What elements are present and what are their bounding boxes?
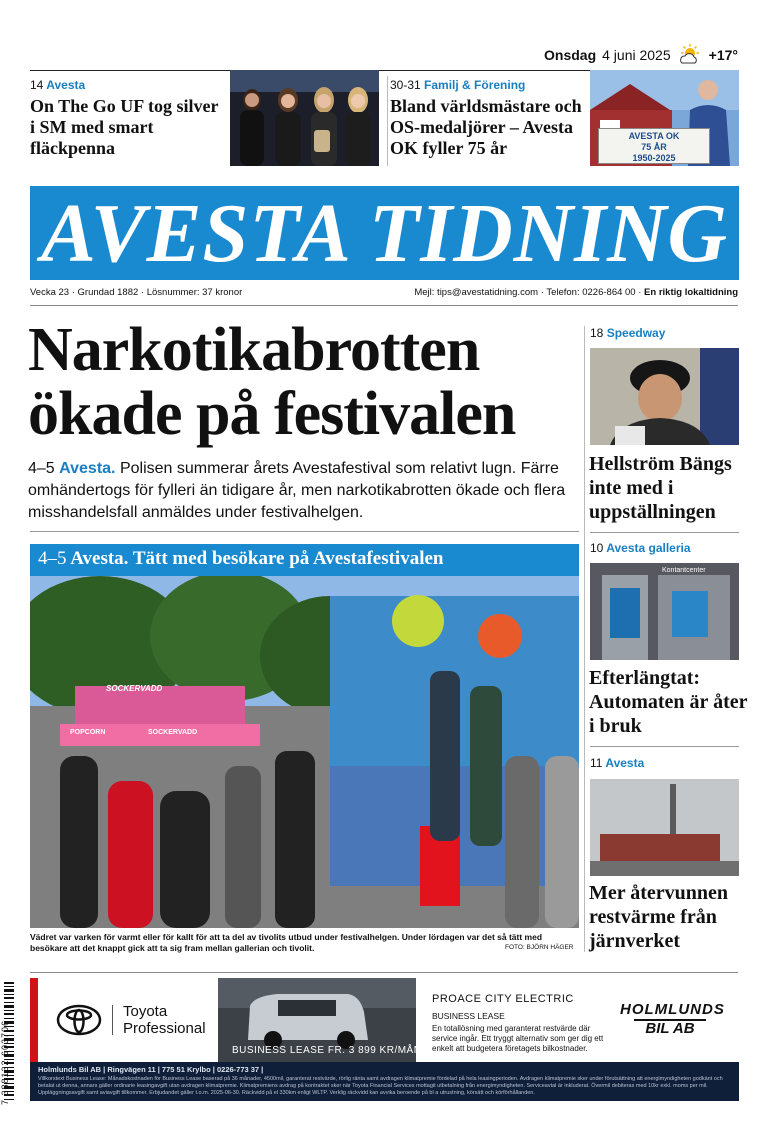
main-headline[interactable]: Narkotikabrotten ökade på festivalen bbox=[28, 316, 516, 448]
masthead bbox=[30, 186, 739, 280]
sidebar-title-avesta[interactable]: Mer återvunnen restvärme från järnverket bbox=[589, 882, 729, 952]
teaser-label bbox=[30, 78, 220, 92]
masthead-rule bbox=[30, 305, 738, 306]
sidebar-page: 10 bbox=[590, 541, 604, 555]
teaser-avesta-ok[interactable] bbox=[390, 78, 590, 159]
weekday: Onsdag bbox=[544, 47, 597, 63]
teaser-uf[interactable] bbox=[30, 78, 220, 159]
teaser-page: 30-31 bbox=[390, 78, 421, 92]
masthead-title: AVESTA TIDNING bbox=[41, 186, 728, 280]
festival-photo bbox=[30, 576, 579, 928]
ad-sub: BUSINESS LEASE bbox=[432, 1011, 505, 1021]
sidebar-rule bbox=[590, 532, 739, 533]
lead-page: 4–5 bbox=[28, 460, 55, 477]
lead-place: Avesta. bbox=[59, 460, 116, 477]
sidebar-label-avesta bbox=[590, 756, 644, 770]
temperature: +17° bbox=[708, 47, 738, 63]
info-left: Vecka 23 · Grundad 1882 · Lösnummer: 37 kronor bbox=[30, 287, 243, 298]
teaser-divider bbox=[387, 76, 388, 166]
sidebar-rule bbox=[590, 746, 739, 747]
booth-sign: POPCORN bbox=[70, 729, 106, 736]
dealer-line: HOLMLUNDS bbox=[620, 1001, 725, 1018]
sidebar-section: Speedway bbox=[606, 326, 666, 340]
partly-cloudy-icon bbox=[677, 44, 703, 66]
sidebar-divider bbox=[584, 326, 585, 952]
teaser-title: Bland världsmästare och OS-medaljörer – Avesta OK fyller 75 år bbox=[390, 96, 582, 158]
ad-body: En totallösning med garanterat restvärde där service ingår. Ett tryggt alternativ som ger dig ett enkelt att budgetera företagets bilkostnader. bbox=[432, 1024, 604, 1053]
lead-text: Polisen summerar årets Avestafestival som relativt lugn. Färre omhändertogs för fylleri än tidigare år, men narkotikabrotten ökade och flera misshandelsfall anmäldes under festivalhelgen. bbox=[28, 460, 566, 521]
teaser-photo-avesta-ok bbox=[590, 70, 739, 166]
toyota-logo-icon bbox=[56, 1004, 102, 1036]
teaser-section: Familj & Förening bbox=[424, 78, 526, 92]
brand-divider bbox=[112, 1005, 113, 1035]
atm-sign: Kontantcenter bbox=[662, 567, 706, 574]
dealer-logo bbox=[620, 1001, 725, 1037]
ad-product-block bbox=[432, 993, 612, 1054]
ad-fine-print: Villkorstext Business Lease: Månadskostnaden för Business Lease baserad på 36 månader, 4500mil, garanterat restvärde, rörlig ränta samt avdragen klimatpremie fördelad på hela leasingperioden. Avdragen klimatpremie sker under förutsättning att energimyndigheten godkänt och betalat ut denna, annars gäller ordinarie leasingavgift utan avdragen klimatpremie. Klimatpremiens avdrag på kontraktet sker när Toyota Financial Services mottagit utbetalning från energimyndigheten. Serviceavtal är inkluderat. Övermil debiteras med 10kr exkl. moms per mil. Uppläggningsavgift samt aviavgift tillkommer. Erbjudandet gäller t.o.m. 2025-06-30. Räckvidd på el 330km enligt WLTP. Verklig räckvidd kan avvika beroende på bl a utrustning, körsätt och körförhållanden. bbox=[38, 1076, 723, 1096]
photo-story-page: 4–5 bbox=[38, 548, 67, 569]
brand-text bbox=[123, 1003, 206, 1037]
sidebar-label-galleria bbox=[590, 541, 691, 555]
photo-credit: FOTO: BJÖRN HÄGER bbox=[505, 944, 574, 951]
sidebar-title-speedway[interactable]: Hellström Bängs inte med i uppställningen bbox=[589, 453, 732, 523]
ad-offer: BUSINESS LEASE FR. 3 899 KR/MÅN bbox=[232, 1045, 422, 1056]
photo-story-title: Avesta. Tätt med besökare på Avestafestivalen bbox=[70, 548, 444, 569]
toyota-brand bbox=[56, 1003, 206, 1037]
sidebar-title-galleria[interactable]: Efterlängtat: Automaten är åter i bruk bbox=[589, 667, 748, 737]
info-right bbox=[414, 287, 738, 298]
barcode-number: 7 388132 603706 bbox=[0, 1019, 10, 1105]
photo-story-title-bar[interactable] bbox=[30, 544, 579, 576]
teaser-label bbox=[390, 78, 590, 92]
teaser-title: On The Go UF tog silver i SM med smart fläckpenna bbox=[30, 96, 219, 158]
lead-rule bbox=[30, 531, 579, 532]
sidebar-section: Avesta bbox=[605, 756, 645, 770]
date: 4 juni 2025 bbox=[602, 47, 671, 63]
brand-line: Toyota bbox=[123, 1003, 168, 1020]
ad-rule bbox=[30, 972, 738, 973]
ad-product: PROACE CITY ELECTRIC bbox=[432, 993, 574, 1005]
booth-sign: SOCKERVADD bbox=[106, 684, 163, 693]
ironworks-photo bbox=[590, 779, 739, 876]
sign-line: 1950-2025 bbox=[632, 153, 676, 163]
sidebar-page: 18 bbox=[590, 326, 604, 340]
brand-line: Professional bbox=[123, 1020, 206, 1037]
teaser-photo-award-girls bbox=[230, 70, 379, 166]
speedway-photo bbox=[590, 348, 739, 445]
sidebar-page: 11 bbox=[590, 756, 603, 770]
teaser-section: Avesta bbox=[46, 78, 86, 92]
sign-line: 75 ÅR bbox=[641, 142, 667, 152]
avesta-ok-sign bbox=[598, 128, 710, 164]
tagline: En riktig lokaltidning bbox=[644, 287, 738, 298]
contact-line: Mejl: tips@avestatidning.com · Telefon: 0226-864 00 · bbox=[414, 287, 642, 298]
sidebar-label-speedway bbox=[590, 326, 665, 340]
date-line bbox=[544, 44, 738, 66]
dealer-line: BIL AB bbox=[645, 1020, 695, 1037]
sign-line: AVESTA OK bbox=[628, 131, 680, 141]
teaser-page: 14 bbox=[30, 78, 44, 92]
booth-sign: SOCKERVADD bbox=[148, 729, 198, 736]
atm-photo bbox=[590, 563, 739, 660]
sidebar-section: Avesta galleria bbox=[606, 541, 691, 555]
dealer-address: Holmlunds Bil AB | Ringvägen 11 | 775 51 Krylbo | 0226-773 37 | bbox=[38, 1065, 264, 1074]
main-lead bbox=[28, 458, 578, 524]
ad-footer bbox=[30, 1062, 739, 1101]
photo-caption: Vädret var varken för varmt eller för kallt för att ta del av tivolits utbud under festivalhelgen. Under lördagen var det så tätt med besökare att det knappt gick att ta sig fram mellan gallerian och tivolit. bbox=[30, 932, 543, 953]
